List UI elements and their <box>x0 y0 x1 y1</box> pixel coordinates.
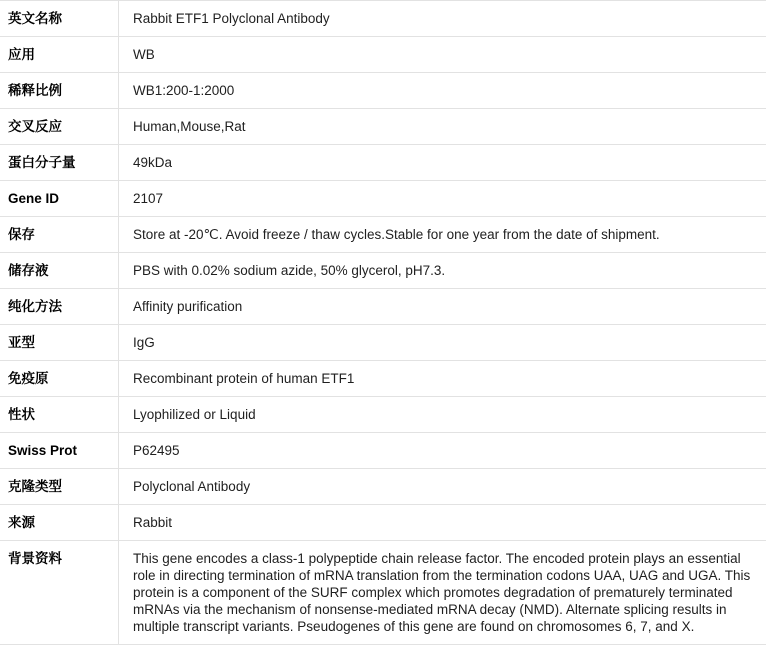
row-label-swiss-prot: Swiss Prot <box>0 433 119 469</box>
row-value-molecular-weight: 49kDa <box>133 155 173 170</box>
row-label-molecular-weight: 蛋白分子量 <box>0 145 119 181</box>
row-value-storage-buffer: PBS with 0.02% sodium azide, 50% glycerol, pH7.3. <box>133 263 446 278</box>
table-row <box>0 37 766 73</box>
row-value-purification: Affinity purification <box>133 299 243 314</box>
row-label-application: 应用 <box>0 37 119 73</box>
row-value-storage: Store at -20℃. Avoid freeze / thaw cycles.Stable for one year from the date of shipment. <box>133 227 660 242</box>
row-label-background: 背景资料 <box>0 541 119 645</box>
row-value-source: Rabbit <box>133 515 173 530</box>
table-row <box>0 325 766 361</box>
table-row <box>0 361 766 397</box>
table-row <box>0 217 766 253</box>
row-label-clonality: 克隆类型 <box>0 469 119 505</box>
table-row <box>0 145 766 181</box>
row-value-form: Lyophilized or Liquid <box>133 407 256 422</box>
table-row <box>0 541 766 645</box>
row-value-clonality: Polyclonal Antibody <box>133 479 251 494</box>
row-value-reactivity: Human,Mouse,Rat <box>133 119 246 134</box>
row-label-immunogen: 免疫原 <box>0 361 119 397</box>
row-label-storage-buffer: 储存液 <box>0 253 119 289</box>
row-label-purification: 纯化方法 <box>0 289 119 325</box>
table-row <box>0 505 766 541</box>
row-value-english-name: Rabbit ETF1 Polyclonal Antibody <box>133 11 330 26</box>
table-row <box>0 1 766 37</box>
row-value-background: This gene encodes a class-1 polypeptide chain release factor. The encoded protein plays an essential role in directing termination of mRNA translation from the termination codons UAA, UAG and UGA. This protein is a component of the SURF complex which promotes degradation of prematurely terminated mRNAs via the mechanism of nonsense-mediated mRNA decay (NMD). Alternate splicing results in multiple transcript variants. Pseudogenes of this gene are found on chromosomes 6, 7, and X. <box>133 551 751 634</box>
table-row <box>0 289 766 325</box>
row-label-gene-id: Gene ID <box>0 181 119 217</box>
row-label-storage: 保存 <box>0 217 119 253</box>
row-value-swiss-prot: P62495 <box>133 443 180 458</box>
row-value-gene-id: 2107 <box>133 191 164 206</box>
row-label-form: 性状 <box>0 397 119 433</box>
row-value-immunogen: Recombinant protein of human ETF1 <box>133 371 355 386</box>
table-row <box>0 253 766 289</box>
table-row <box>0 73 766 109</box>
table-row <box>0 397 766 433</box>
row-value-application: WB <box>133 47 155 62</box>
row-value-dilution: WB1:200-1:2000 <box>133 83 235 98</box>
row-label-dilution: 稀释比例 <box>0 73 119 109</box>
table-row <box>0 433 766 469</box>
row-label-isotype: 亚型 <box>0 325 119 361</box>
row-label-source: 来源 <box>0 505 119 541</box>
row-label-english-name: 英文名称 <box>0 1 119 37</box>
table-row <box>0 109 766 145</box>
table-row <box>0 181 766 217</box>
row-value-isotype: IgG <box>133 335 155 350</box>
row-label-reactivity: 交叉反应 <box>0 109 119 145</box>
table-row <box>0 469 766 505</box>
